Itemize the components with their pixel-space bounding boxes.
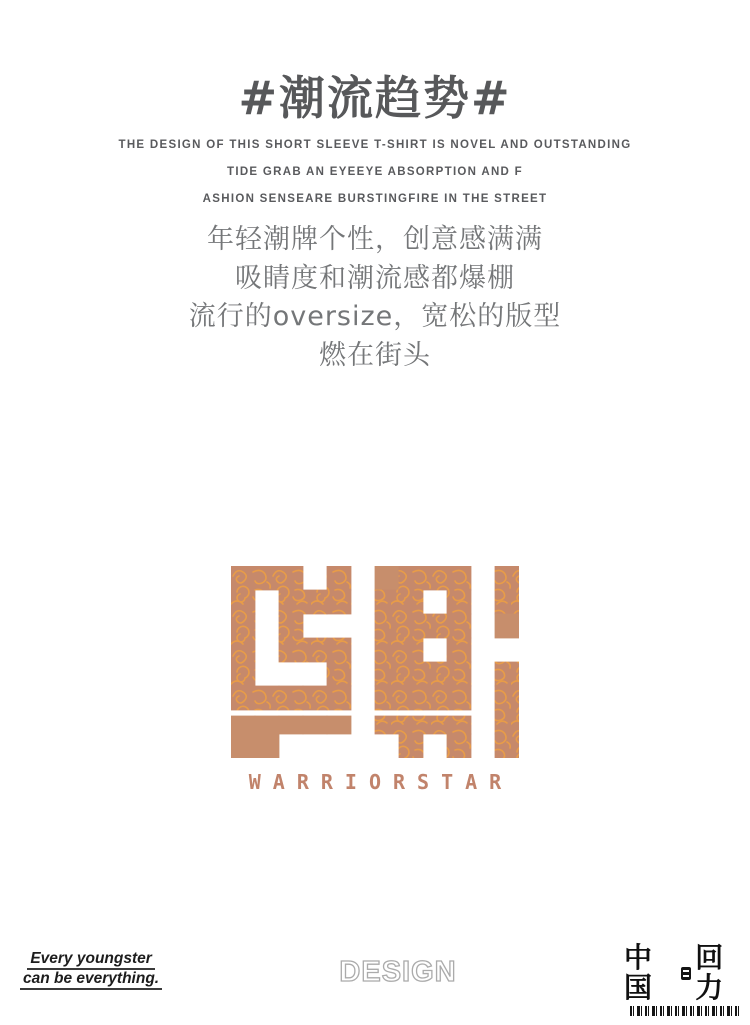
maze-block	[423, 566, 448, 590]
maze-block	[255, 716, 280, 735]
maze-block	[303, 590, 328, 615]
maze-block	[399, 590, 424, 615]
maze-block	[231, 614, 255, 639]
maze-block	[447, 662, 472, 687]
maze-block	[399, 566, 424, 590]
body-line-4: 燃在街头	[319, 339, 431, 371]
body-line-2: 吸睛度和潮流感都爆棚	[235, 262, 515, 294]
maze-block	[231, 662, 255, 687]
maze-block	[447, 638, 472, 663]
brand-wordmark: WARRIORSTAR	[248, 770, 514, 794]
maze-block	[399, 614, 424, 639]
body-line-1: 年轻潮牌个性，创意感满满	[207, 224, 543, 255]
tagline-line-2: can be everything.	[20, 970, 162, 990]
maze-block	[231, 734, 255, 758]
maze-block	[495, 662, 519, 687]
maze-block	[423, 686, 448, 711]
maze-block	[375, 590, 400, 615]
warrior-brand-logo	[624, 943, 748, 1016]
maze-block	[399, 686, 424, 711]
brand-characters	[624, 943, 748, 1003]
maze-block	[327, 590, 352, 615]
body-text	[0, 221, 750, 375]
maze-block	[303, 638, 328, 663]
caption-line-1: THE DESIGN OF THIS SHORT SLEEVE T-SHIRT IS NOVEL AND OUTSTANDING	[118, 139, 632, 151]
maze-block	[495, 566, 519, 590]
maze-block	[495, 686, 519, 711]
maze-block	[303, 686, 328, 711]
page-title: #潮流趋势#	[238, 71, 512, 125]
maze-block	[279, 614, 304, 639]
maze-block	[279, 716, 304, 735]
maze-block	[375, 614, 400, 639]
maze-block	[375, 716, 400, 735]
maze-block	[447, 614, 472, 639]
maze-svg	[231, 566, 519, 758]
maze-block	[327, 566, 352, 590]
maze-block	[423, 716, 448, 735]
caption-line-3: ASHION SENSEARE BURSTINGFIRE IN THE STREET	[202, 193, 548, 205]
maze-block	[231, 686, 255, 711]
maze-block	[495, 614, 519, 639]
tagline	[20, 950, 162, 990]
maze-block	[375, 566, 400, 590]
maze-cells	[231, 566, 519, 758]
maze-block	[231, 566, 255, 590]
tagline-line-1: Every youngster	[27, 950, 154, 970]
maze-block	[399, 716, 424, 735]
maze-block	[231, 716, 255, 735]
maze-block	[447, 734, 472, 758]
maze-block	[279, 686, 304, 711]
maze-logo	[231, 566, 519, 758]
maze-block	[327, 716, 352, 735]
maze-block	[375, 638, 400, 663]
seal-stamp-icon	[681, 967, 691, 980]
maze-block	[447, 566, 472, 590]
maze-block	[327, 638, 352, 663]
maze-block	[447, 590, 472, 615]
maze-block	[303, 716, 328, 735]
barcode-icon	[630, 1006, 742, 1016]
maze-block	[231, 590, 255, 615]
maze-block	[279, 638, 304, 663]
maze-block	[231, 638, 255, 663]
maze-block	[447, 686, 472, 711]
maze-block	[447, 716, 472, 735]
maze-block	[423, 662, 448, 687]
brand-cn-right: 回力	[695, 941, 724, 1004]
maze-block	[255, 734, 280, 758]
maze-block	[399, 638, 424, 663]
caption-line-2: TIDE GRAB AN EYEEYE ABSORPTION AND F	[227, 166, 523, 178]
maze-block	[495, 590, 519, 615]
maze-block	[327, 662, 352, 687]
maze-block	[495, 710, 519, 735]
maze-block	[399, 734, 424, 758]
maze-block	[255, 566, 280, 590]
maze-block	[279, 590, 304, 615]
maze-block	[375, 686, 400, 711]
maze-block	[327, 686, 352, 711]
maze-block	[495, 734, 519, 758]
maze-block	[399, 662, 424, 687]
body-line-3: 流行的oversize，宽松的版型	[188, 301, 562, 332]
brand-cn-left: 中国	[624, 941, 653, 1004]
maze-block	[255, 686, 280, 711]
maze-block	[375, 662, 400, 687]
maze-block	[279, 566, 304, 590]
maze-block	[423, 614, 448, 639]
design-label: DESIGN	[339, 956, 457, 988]
